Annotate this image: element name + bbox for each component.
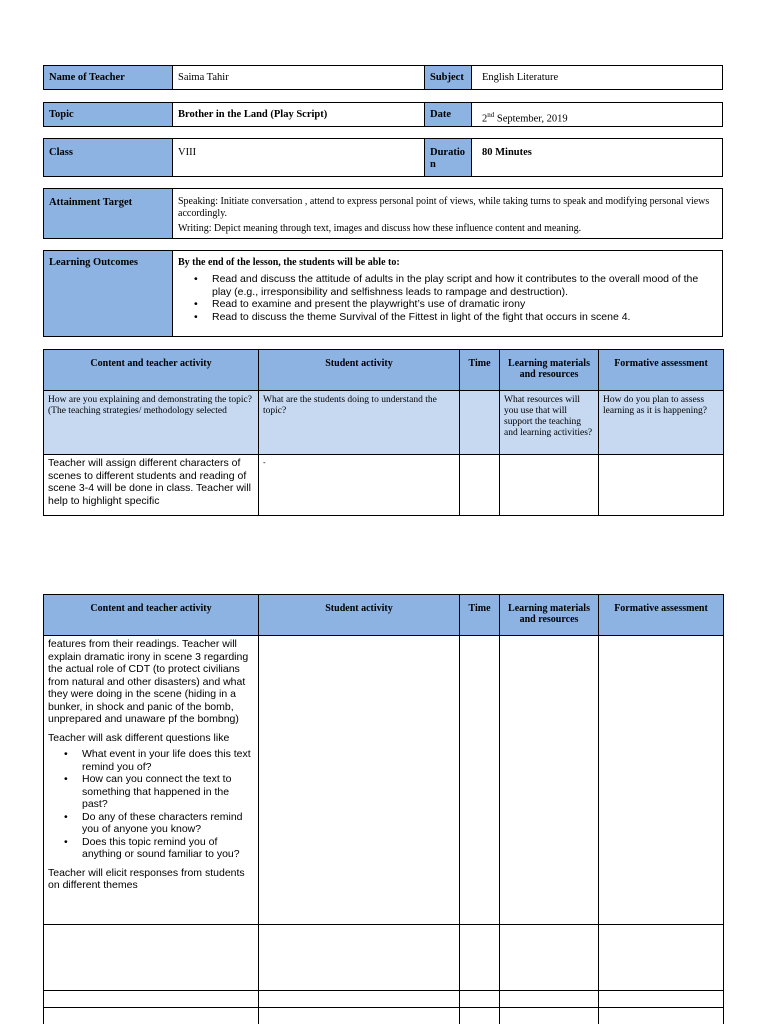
question-item: • Do any of these characters remind you of anyone you know? bbox=[82, 811, 254, 836]
date-rest: September, 2019 bbox=[494, 113, 568, 125]
question-item: • What event in your life does this text remind you of? bbox=[82, 748, 254, 773]
topic-value: Brother in the Land (Play Script) bbox=[172, 103, 424, 126]
outcome-item: • Read to examine and present the playwright’s use of dramatic irony bbox=[212, 298, 717, 311]
outcome-item: • Read and discuss the attitude of adults in the play script and how it contributes to the overall mood of the play (e.g., irresponsibility and selfishness leads to rampage and destruction). bbox=[212, 273, 717, 298]
row1-content: Teacher will assign different characters of scenes to different students and reading of scene 3-4 will be done in class. Teacher will help to highlight specific bbox=[44, 455, 259, 516]
row2-student bbox=[259, 636, 460, 925]
col-assessment-header: Formative assessment bbox=[599, 350, 724, 391]
outcomes-content bbox=[172, 251, 722, 336]
outcomes-list bbox=[178, 273, 717, 323]
duration-label: Duratio n bbox=[424, 139, 471, 176]
attainment-label: Attainment Target bbox=[44, 189, 172, 238]
empty-cell bbox=[44, 1008, 259, 1024]
empty-cell bbox=[259, 991, 460, 1008]
empty-cell bbox=[599, 1008, 724, 1024]
col-content-header: Content and teacher activity bbox=[44, 350, 259, 391]
row1-time bbox=[460, 455, 500, 516]
row2-materials bbox=[500, 636, 599, 925]
duration-value: 80 Minutes bbox=[471, 139, 722, 176]
col-materials-header: Learning materials and resources bbox=[500, 350, 599, 391]
subject-label: Subject bbox=[424, 66, 471, 89]
question-list bbox=[48, 748, 254, 861]
col-assessment-header: Formative assessment bbox=[599, 595, 724, 636]
topic-label: Topic bbox=[44, 103, 172, 126]
row2-time bbox=[460, 636, 500, 925]
row2-content-p3: Teacher will elicit responses from students on different themes bbox=[48, 866, 245, 891]
guide-materials: What resources will you use that will support the teaching and learning activities? bbox=[500, 391, 599, 455]
attainment-row bbox=[43, 188, 723, 239]
empty-cell bbox=[460, 925, 500, 991]
col-time-header: Time bbox=[460, 595, 500, 636]
col-materials-header: Learning materials and resources bbox=[500, 595, 599, 636]
row1-materials bbox=[500, 455, 599, 516]
outcomes-label: Learning Outcomes bbox=[44, 251, 172, 336]
attainment-speaking: Speaking: Initiate conversation , attend to express personal point of views, while taking turns to speak and modifying personal views accordingly. bbox=[178, 196, 710, 219]
date-day: 2 bbox=[482, 113, 488, 125]
empty-cell bbox=[259, 1008, 460, 1024]
empty-cell bbox=[259, 925, 460, 991]
row2-content-p2: Teacher will ask different questions like bbox=[48, 731, 230, 744]
topic-date-row bbox=[43, 102, 723, 127]
teacher-value: Saima Tahir bbox=[172, 66, 424, 89]
empty-cell bbox=[460, 991, 500, 1008]
row2-content bbox=[44, 636, 259, 925]
lesson-plan-table-2 bbox=[43, 594, 724, 1024]
guide-assessment: How do you plan to assess learning as it is happening? bbox=[599, 391, 724, 455]
attainment-content bbox=[172, 189, 722, 238]
outcomes-intro: By the end of the lesson, the students will be able to: bbox=[178, 257, 400, 268]
row1-assessment bbox=[599, 455, 724, 516]
class-duration-row bbox=[43, 138, 723, 177]
class-value: VIII bbox=[172, 139, 424, 176]
empty-cell bbox=[500, 1008, 599, 1024]
class-label: Class bbox=[44, 139, 172, 176]
empty-cell bbox=[44, 925, 259, 991]
col-student-header: Student activity bbox=[259, 350, 460, 391]
col-student-header: Student activity bbox=[259, 595, 460, 636]
question-item: • Does this topic remind you of anything or sound familiar to you? bbox=[82, 836, 254, 861]
empty-cell bbox=[44, 991, 259, 1008]
empty-cell bbox=[599, 991, 724, 1008]
empty-cell bbox=[500, 991, 599, 1008]
guide-time bbox=[460, 391, 500, 455]
guide-content: How are you explaining and demonstrating the topic? (The teaching strategies/ methodology selected bbox=[44, 391, 259, 455]
date-value bbox=[471, 103, 722, 126]
question-item: • How can you connect the text to something that happened in the past? bbox=[82, 773, 254, 811]
date-label: Date bbox=[424, 103, 471, 126]
row2-assessment bbox=[599, 636, 724, 925]
guide-student: What are the students doing to understand the topic? bbox=[259, 391, 460, 455]
outcome-item: • Read to discuss the theme Survival of the Fittest in light of the fight that occurs in scene 4. bbox=[212, 311, 717, 324]
lesson-plan-table-1 bbox=[43, 349, 724, 516]
col-time-header: Time bbox=[460, 350, 500, 391]
empty-cell bbox=[500, 925, 599, 991]
date-suffix: nd bbox=[487, 111, 495, 119]
row2-content-p1: features from their readings. Teacher will explain dramatic irony in scene 3 regarding the actual role of CDT (to protect civilians from natural and other disasters) and what they were doing in the scene (hiding in a bunker, in shock and panic of the bomb, unprepared and unaware pf the bombng) bbox=[48, 638, 249, 725]
teacher-subject-row bbox=[43, 65, 723, 90]
teacher-label: Name of Teacher bbox=[44, 66, 172, 89]
col-content-header: Content and teacher activity bbox=[44, 595, 259, 636]
empty-cell bbox=[599, 925, 724, 991]
attainment-writing: Writing: Depict meaning through text, images and discuss how these influence content and meaning. bbox=[178, 223, 582, 234]
row1-student: - bbox=[259, 455, 460, 516]
outcomes-row bbox=[43, 250, 723, 337]
subject-value: English Literature bbox=[471, 66, 722, 89]
empty-cell bbox=[460, 1008, 500, 1024]
